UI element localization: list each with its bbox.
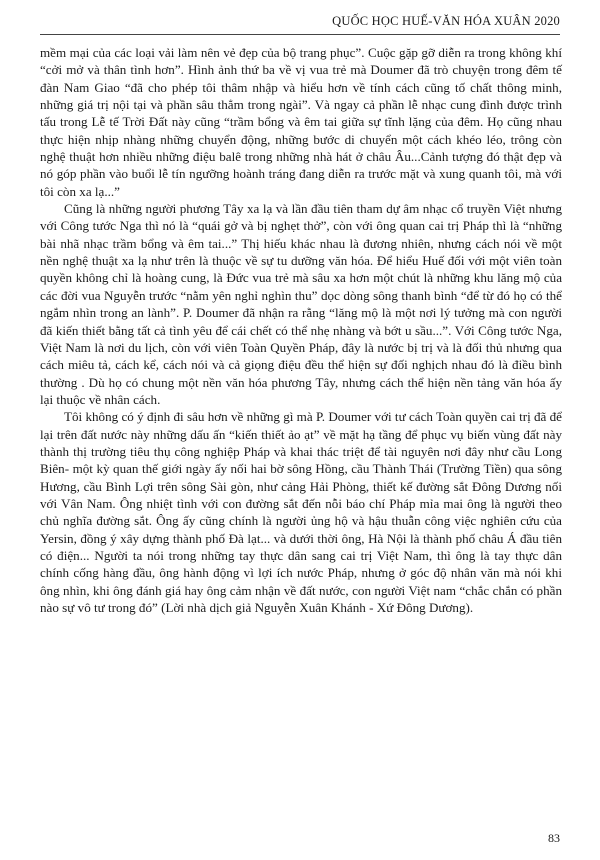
paragraph: mềm mại của các loại vải làm nên vẻ đẹp của bộ trang phục”. Cuộc gặp gỡ diễn ra trong không khí “cởi mở và thân tình hơn”. Hình ảnh thứ ba về vị vua trẻ mà Doumer đã trò chuyện trong đêm tế đàn Nam Giao “đã cho phép tôi thâm nhập và hiểu hơn về tính cách cũng tố chất thông minh, những giá trị nội tại và phần sâu thẳm trong ngài”. Và ngay cả phần lễ nhạc cung đình được trình tấu trong Lễ tế Trời Đất này cũng “trầm bổng và êm tai giữa sự tĩnh lặng của đêm. Họ cũng nhau thực hiện nhịp nhàng những chuyển động, những bước di chuyển một cách khéo léo, trông còn nghệ thuật hơn nhiều những điệu balê trong những nhà hát ở châu Âu...Cảnh tượng đó thật đẹp và nó góp phần vào buổi lễ tín ngưỡng hoành tráng đang diễn ra trước mặt và xung quanh tôi, mà với tôi còn xa lạ...” [40, 45, 562, 199]
paragraph: Tôi không có ý định đi sâu hơn về những gì mà P. Doumer với tư cách Toàn quyền cai trị đã để lại trên đất nước này những dấu ấn “kiến thiết ảo ạt” về mặt hạ tầng để phục vụ biến vùng đất này thành thị trường tiêu thụ công nghiệp Pháp và khai thác triệt để tài nguyên nơi đây như cầu Long Biên- một kỳ quan thế giới ngày ấy nối hai bờ sông Hồng, cầu Thành Thái (Trường Tiền) qua sông Hương, cầu Bình Lợi trên sông Sài gòn, như cảng Hải Phòng, thiết kế đường sắt Đông Dương nối với Vân Nam. Ông nhiệt tình với con đường sắt đến nỗi báo chí Pháp mỉa mai ông là người theo chủ nghĩa đường sắt. Ông ấy cũng chính là người ủng hộ và hậu thuẫn công việc nghiên cứu của Yersin, đồng ý xây dựng thành phố Đà lạt... và dưới thời ông, Hà Nội là thành phố châu Á đầu tiên có điện... Người ta nói trong những tay thực dân sang cai trị Việt Nam, thì ông là tay thực dân chính cống hàng đầu, ông hành động vì lợi ích nước Pháp, nhưng ở góc độ nhân văn mà nói khi ông nhìn, khi ông đánh giá hay ông cảm nhận về đất nước, con người Việt nam “chắc chắn có phần nào sự vô tư trong đó” (Lời nhà dịch giả Nguyễn Xuân Khánh - Xứ Đông Dương). [40, 409, 562, 615]
page-number: 83 [548, 831, 560, 845]
header-rule [40, 34, 560, 35]
article-body [40, 44, 562, 616]
paragraph: Cũng là những người phương Tây xa lạ và lần đầu tiên tham dự âm nhạc cổ truyền Việt nhưng với Công tước Nga thì nó là “quái gở và bị nghẹt thở”, còn với ông quan cai trị Pháp thì là “những bài nhã nhạc trầm bổng và êm tai...” Thị hiếu khác nhau là đương nhiên, nhưng cách nói về một nền nghệ thuật xa lạ như trên là thuộc về sự tu dưỡng văn hóa. Để hiểu Huế đối với một viên toàn quyền không chỉ là hoàng cung, là Đức vua trẻ mà sâu xa hơn một chút là những khu lăng mộ của các đời vua Nguyễn trước “nằm yên nghỉ nghìn thu” dọc dòng sông thanh bình “để từ đó họ có thể ngắm nhìn trong an lành”. P. Doumer đã nhận ra rằng “lăng mộ là một nơi lý tưởng mà con người đã kiến thiết bằng tất cả tình yêu để cái chết có thể nhẹ nhàng và bớt u sầu...”. Với Công tước Nga, Việt Nam là nơi du lịch, còn với viên Toàn Quyền Pháp, đây là nước bị trị và là đối thủ nhưng qua cách miêu tả, cách kể, cách nói và cả giọng điệu đều thể hiện sự đối nghịch nhau đó là điều bình thường . Dù họ có chung một nền văn hóa phương Tây, nhưng cách thể hiện nền tảng văn hóa ấy lại thuộc về nhân cách. [40, 201, 562, 407]
running-header: QUỐC HỌC HUẾ-VĂN HÓA XUÂN 2020 [332, 14, 560, 28]
